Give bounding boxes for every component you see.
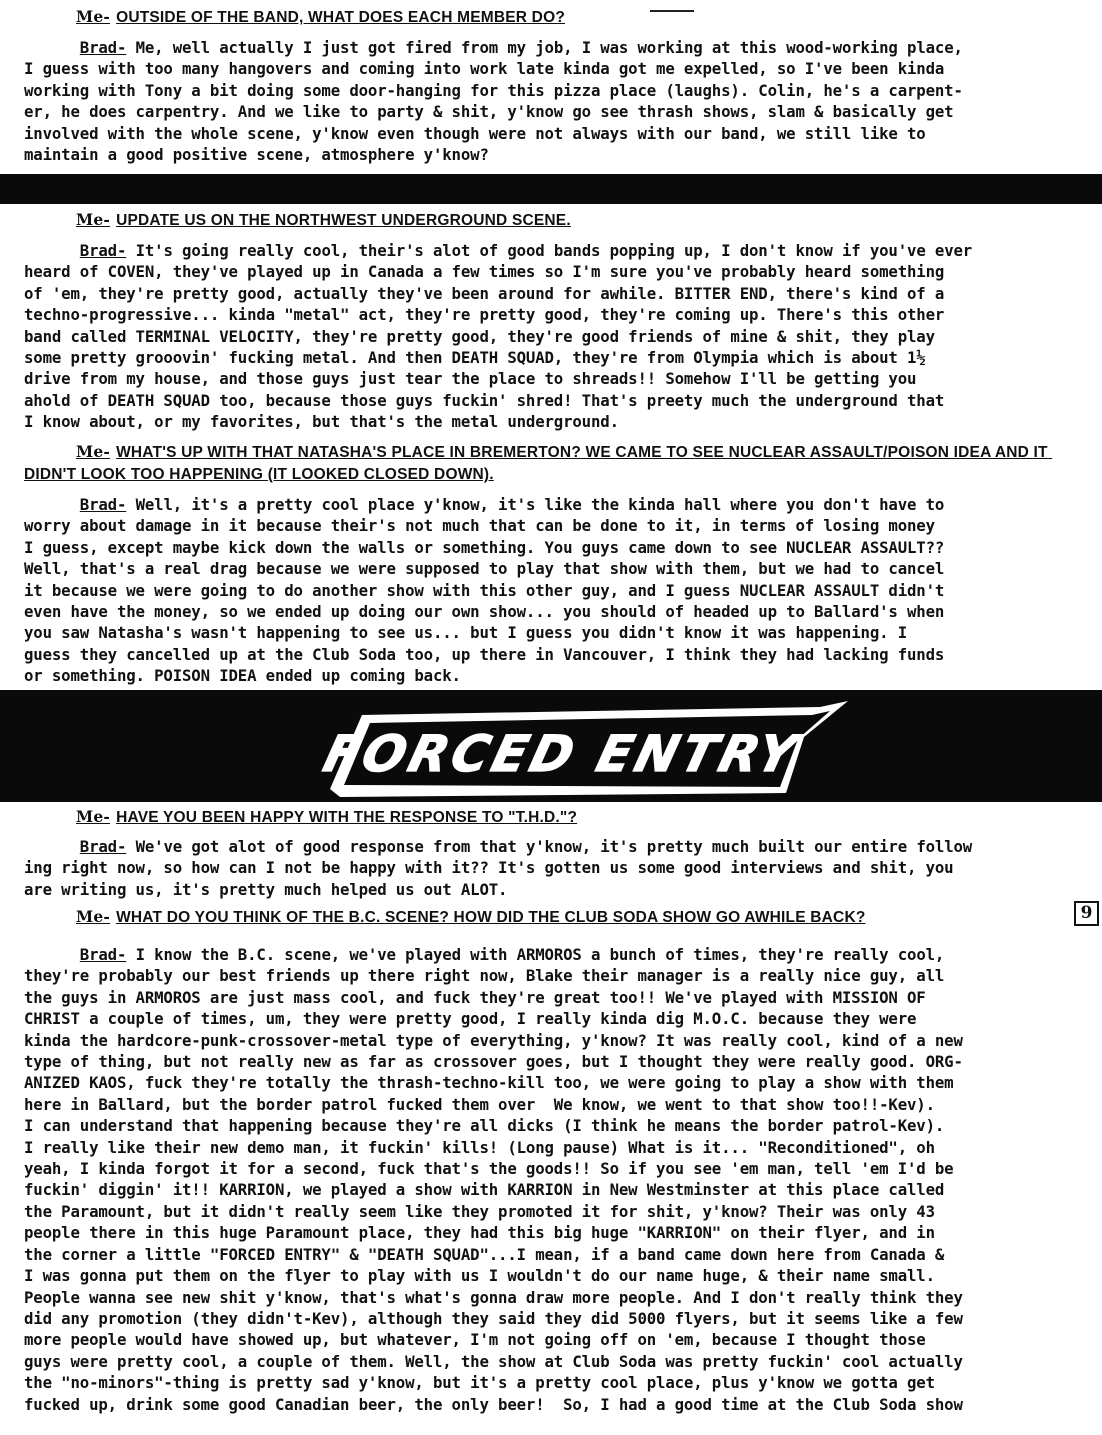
answer-4 xyxy=(24,836,1099,900)
answer-line: I really like their new demo man, it fuckin' kills! (Long pause) What is it... "Reconditioned", oh xyxy=(24,1137,935,1157)
answer-line: Brad- We've got alot of good response from that y'know, it's pretty much built our entire follow xyxy=(79,837,973,856)
answer-line: the "no-minors"-thing is pretty sad y'know, but it's a pretty cool place, plus y'know we gotta get xyxy=(24,1373,935,1393)
answer-2 xyxy=(24,240,1099,433)
answer-line: drive from my house, and those guys just tear the place to shreads!! Somehow I'll be getting you xyxy=(24,369,917,389)
answer-line: even have the money, so we ended up doing our own show... you should of headed up to Ballard's when xyxy=(24,602,945,622)
answer-3 xyxy=(24,494,1099,687)
answer-line: did any promotion (they didn't-Kev), although they said they did 5000 flyers, but it seems like a few xyxy=(24,1308,963,1328)
question-4: Me- HAVE YOU BEEN HAPPY WITH THE RESPONSE TO "T.H.D."? xyxy=(76,807,578,826)
answer-line: Well, that's a real drag because we were supposed to play that show with them, but we had to cancel xyxy=(24,559,945,579)
answer-line: involved with the whole scene, y'know even though were not always with our band, we still like to xyxy=(24,123,926,143)
speaker-me: Me- xyxy=(76,7,111,26)
answer-line: er, he does carpentry. And we like to party & shit, y'know go see thrash shows, slam & basically get xyxy=(24,102,954,122)
answer-line: guess they cancelled up at the Club Soda too, up there in Vancouver, I think they had lacking funds xyxy=(24,644,945,664)
question-3: Me- WHAT'S UP WITH THAT NATASHA'S PLACE IN BREMERTON? WE CAME TO SEE NUCLEAR ASSAULT/POISON IDEA AND IT DIDN'T LOOK TOO HAPPENING (IT LOOKED CLOSED DOWN). xyxy=(24,442,1053,483)
divider-bar xyxy=(0,174,1102,204)
answer-line: heard of COVEN, they've played up in Canada a few times so I'm sure you've probably heard something xyxy=(24,262,945,282)
answer-line: the guys in ARMOROS are just mass cool, and fuck they're great too!! We've played with MISSION OF xyxy=(24,987,926,1007)
answer-line: type of thing, but not really new as far as crossover goes, but I thought they were really good. ORG- xyxy=(24,1052,963,1072)
answer-line: kinda the hardcore-punk-crossover-metal type of everything, y'know? It was really cool, kind of a new xyxy=(24,1030,963,1050)
answer-line: of 'em, they're pretty good, actually they've been around for awhile. BITTER END, there's kind of a xyxy=(24,283,945,303)
answer-line: Brad- Me, well actually I just got fired from my job, I was working at this wood-working place, xyxy=(79,38,963,57)
answer-line: techno-progressive... kinda "metal" act, they're pretty good, they're coming up. There's this other xyxy=(24,305,945,325)
question-5: Me- WHAT DO YOU THINK OF THE B.C. SCENE? HOW DID THE CLUB SODA SHOW GO AWHILE BACK? xyxy=(76,907,866,926)
answer-line: some pretty grooovin' fucking metal. And then DEATH SQUAD, they're from Olympia which is about 1½ xyxy=(24,348,926,368)
answer-line: fucked up, drink some good Canadian beer, the only beer! So, I had a good time at the Club Soda show xyxy=(24,1394,963,1414)
answer-line: people there in this huge Paramount place, they had this big huge "KARRION" on their flyer, and in xyxy=(24,1223,935,1243)
answer-line: working with Tony a bit doing some door-hanging for this pizza place (laughs). Colin, he's a carpent- xyxy=(24,80,963,100)
answer-line: I was gonna put them on the flyer to play with us I wouldn't do our name huge, & their name small. xyxy=(24,1266,935,1286)
answer-line: yeah, I kinda forgot it for a second, fuck that's the goods!! So if you see 'em man, tell 'em I'd be xyxy=(24,1159,954,1179)
answer-line: it because we were going to do another show with this other guy, and I guess NUCLEAR ASSAULT didn't xyxy=(24,580,945,600)
answer-line: maintain a good positive scene, atmosphere y'know? xyxy=(24,145,489,165)
answer-line: you saw Natasha's wasn't happening to see us... but I guess you didn't know it was happening. I xyxy=(24,623,907,643)
answer-line: here in Ballard, but the border patrol fucked them over We know, we went to that show too!!-Kev). xyxy=(24,1094,935,1114)
answer-line: I know about, or my favorites, but that's the metal underground. xyxy=(24,412,619,432)
answer-line: People wanna see new shit y'know, that's what's gonna draw more people. And I don't really think they xyxy=(24,1287,963,1307)
question-2: Me- UPDATE US ON THE NORTHWEST UNDERGROUND SCENE. xyxy=(76,210,571,229)
answer-line: worry about damage in it because their's not much that can be done to it, in terms of losing money xyxy=(24,516,935,536)
answer-line: I guess, except maybe kick down the walls or something. You guys came down to see NUCLEAR ASSAULT?? xyxy=(24,537,945,557)
answer-line: fuckin' diggin' it!! KARRION, we played a show with KARRION in New Westminster at this place called xyxy=(24,1180,945,1200)
answer-line: are writing us, it's pretty much helped us out ALOT. xyxy=(24,879,508,899)
answer-line: I guess with too many hangovers and coming into work late kinda got me expelled, so I've been kinda xyxy=(24,59,945,79)
answer-line: CHRIST a couple of times, um, they were pretty good, I really kinda dig M.O.C. because they were xyxy=(24,1009,917,1029)
answer-line: ing right now, so how can I not be happy with it?? It's gotten us some good interviews and shit, you xyxy=(24,858,954,878)
answer-line: more people would have showed up, but whatever, I'm not going off on 'em, because I thought those xyxy=(24,1330,926,1350)
band-logo-art xyxy=(300,697,850,805)
answer-line: I can understand that happening because they're all dicks (I think he means the border patrol-Kev). xyxy=(24,1116,945,1136)
answer-line: ANIZED KAOS, fuck they're totally the thrash-techno-kill too, we were going to play a show with them xyxy=(24,1073,954,1093)
answer-line: or something. POISON IDEA ended up coming back. xyxy=(24,666,461,686)
answer-line: Brad- I know the B.C. scene, we've played with ARMOROS a bunch of times, they're really cool, xyxy=(79,945,945,964)
answer-line: they're probably our best friends up there right now, Blake their manager is a really nice guy, all xyxy=(24,966,945,986)
answer-line: the corner a little "FORCED ENTRY" & "DEATH SQUAD"...I mean, if a band came down here from Canada & xyxy=(24,1244,945,1264)
answer-line: Brad- Well, it's a pretty cool place y'know, it's like the kinda hall where you don't have to xyxy=(79,495,945,514)
logo-text: FORCED ENTRY xyxy=(318,724,806,783)
answer-1 xyxy=(24,37,1099,165)
answer-line: guys were pretty cool, a couple of them. Well, the show at Club Soda was pretty fuckin' cool actually xyxy=(24,1351,963,1371)
question-1: Me- OUTSIDE OF THE BAND, WHAT DOES EACH MEMBER DO? xyxy=(76,7,565,26)
answer-line: Brad- It's going really cool, their's alot of good bands popping up, I don't know if you've ever xyxy=(79,241,973,260)
answer-line: band called TERMINAL VELOCITY, they're pretty good, they're good friends of mine & shit, they play xyxy=(24,326,935,346)
answer-line: the Paramount, but it didn't really seem like they promoted it for shit, y'know? Their was only 43 xyxy=(24,1201,935,1221)
answer-5 xyxy=(24,944,1099,1415)
page-number: 9 xyxy=(1074,901,1099,926)
band-logo xyxy=(300,697,850,805)
answer-line: ahold of DEATH SQUAD too, because those guys fuckin' shred! That's preety much the underground that xyxy=(24,390,945,410)
